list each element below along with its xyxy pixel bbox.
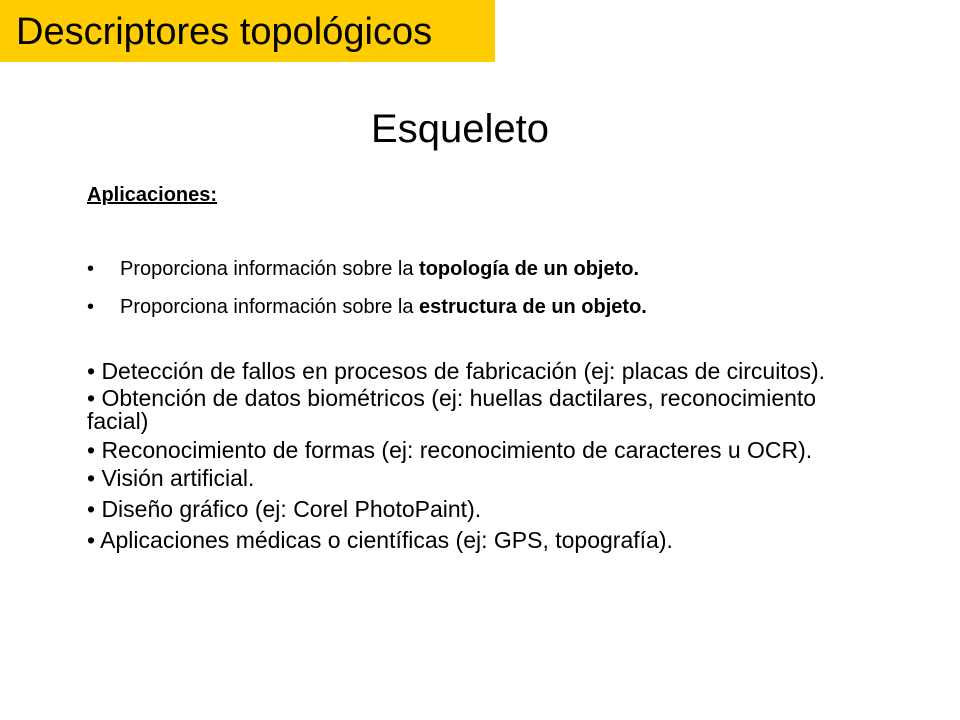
bullet-marker: •	[87, 296, 95, 318]
slide-subtitle: Esqueleto	[371, 107, 549, 151]
bullet-emphasis: estructura de un objeto.	[419, 296, 647, 318]
bullet-text: Proporciona información sobre la	[120, 296, 420, 318]
bullet-text: Proporciona información sobre la	[120, 258, 420, 280]
primary-bullet-list	[87, 257, 907, 333]
application-item: • Aplicaciones médicas o científicas (ej: GPS, topografía).	[87, 527, 673, 553]
application-item: • Obtención de datos biométricos (ej: huellas dactilares, reconocimiento facial)	[87, 385, 817, 434]
application-item: • Diseño gráfico (ej: Corel PhotoPaint).	[87, 496, 482, 522]
applications-list	[87, 360, 867, 552]
application-item: • Reconocimiento de formas (ej: reconocimiento de caracteres u OCR).	[87, 437, 813, 463]
section-heading: Aplicaciones:	[87, 184, 218, 206]
title-banner	[0, 0, 495, 62]
primary-bullet-item	[87, 257, 907, 281]
bullet-marker: •	[87, 258, 95, 280]
primary-bullet-item	[87, 295, 907, 319]
slide-title: Descriptores topológicos	[16, 11, 433, 53]
bullet-emphasis: topología de un objeto.	[419, 258, 640, 280]
application-item: • Detección de fallos en procesos de fabricación (ej: placas de circuitos).	[87, 358, 826, 384]
application-item: • Visión artificial.	[87, 465, 255, 491]
